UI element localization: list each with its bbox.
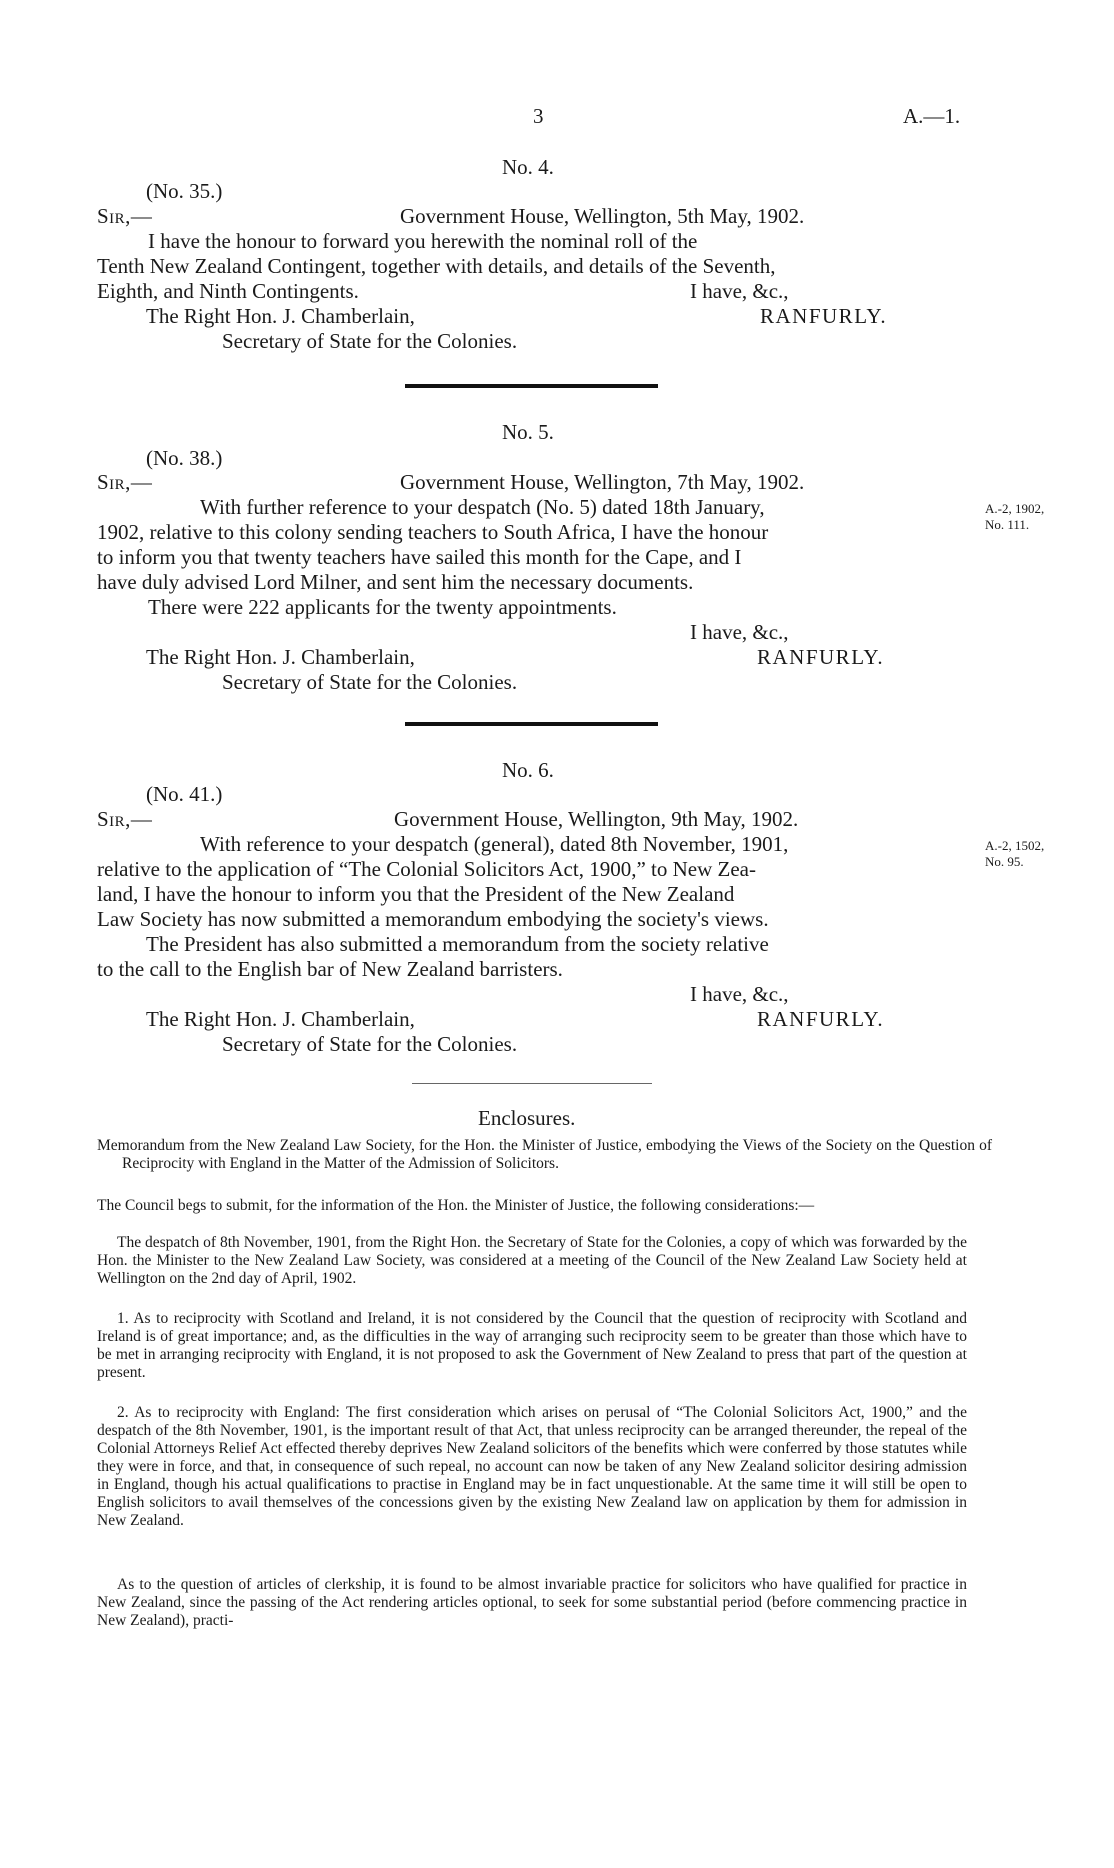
body-line: land, I have the honour to inform you that the President of the New Zealand	[97, 882, 735, 906]
addressee: The Right Hon. J. Chamberlain,	[146, 1007, 415, 1031]
body-line: to inform you that twenty teachers have sailed this month for the Cape, and I	[97, 545, 742, 569]
body-line: 1902, relative to this colony sending teachers to South Africa, I have the honour	[97, 520, 769, 544]
enclosure-paragraph: As to the question of articles of clerkship, it is found to be almost invariable practice for solicitors who have qualified for practice in New Zealand, since the passing of the Act rendering articles optional, to seek for some substantial period (before commencing practice in New Zealand), practi-	[97, 1576, 967, 1629]
enclosure-paragraph: The Council begs to submit, for the information of the Hon. the Minister of Justice, the following considerations:—	[97, 1197, 815, 1214]
section-divider	[412, 1083, 652, 1084]
signature: RANFURLY.	[760, 304, 888, 328]
body-line: The President has also submitted a memorandum from the society relative	[146, 932, 769, 956]
dispatch-number: (No. 38.)	[146, 446, 223, 470]
dispatch-number: (No. 41.)	[146, 782, 223, 806]
dispatch-number: (No. 35.)	[146, 179, 223, 203]
enclosure-paragraph: 1. As to reciprocity with Scotland and Ireland, it is not considered by the Council that the question of reciprocity with Scotland and Ireland is of great importance; and, as the difficulties in the way of arranging such reciprocity seem to be greater than those which have to be met in arranging reciprocity with England, it is not proposed to ask the Government of New Zealand to press that part of the question at present.	[97, 1310, 967, 1381]
body-line: There were 222 applicants for the twenty appointments.	[148, 595, 617, 619]
enclosures-heading: Enclosures.	[478, 1106, 576, 1130]
body-line: With further reference to your despatch (No. 5) dated 18th January,	[200, 495, 765, 519]
salutation: Sir,—	[97, 204, 153, 228]
memo-title-text: Memorandum from the New Zealand Law Society, for the Hon. the Minister of Justice, embodying the Views of the Society on the Question of Reciprocity with England in the Matter of the Admission of Solicitors.	[97, 1137, 992, 1172]
place-date: Government House, Wellington, 5th May, 1902.	[400, 204, 805, 228]
body-line: With reference to your despatch (general), dated 8th November, 1901,	[200, 832, 789, 856]
addressee-title: Secretary of State for the Colonies.	[222, 670, 518, 694]
place-date: Government House, Wellington, 9th May, 1902.	[394, 807, 799, 831]
signature: RANFURLY.	[757, 645, 885, 669]
enclosure-paragraph: 2. As to reciprocity with England: The first consideration which arises on perusal of “The Colonial Solicitors Act, 1900,” and the despatch of the 8th November, 1901, is the important result of that Act, that unless reciprocity can be arranged thereunder, the repeal of the Colonial Attorneys Relief Act effected thereby deprives New Zealand solicitors of the benefits which were conferred by those statutes while they were in force, and that, in consequence of such repeal, no account can now be taken of any New Zealand solicitor desiring admission in England, though his actual qualifications to practise in England may be in fact unquestionable. At the same time it will still be open to English solicitors to avail themselves of the concessions given by the existing New Zealand law on application by them for admission in New Zealand.	[97, 1404, 967, 1529]
section-divider	[405, 384, 658, 388]
page-reference: A.—1.	[903, 104, 961, 128]
margin-note: A.-2, 1502,	[985, 838, 1045, 853]
closing: I have, &c.,	[690, 279, 789, 303]
closing: I have, &c.,	[690, 620, 789, 644]
section-divider	[405, 722, 658, 726]
addressee: The Right Hon. J. Chamberlain,	[146, 304, 415, 328]
page-number: 3	[533, 104, 544, 128]
dispatch-heading: No. 5.	[502, 420, 554, 444]
body-line: to the call to the English bar of New Zealand barristers.	[97, 957, 563, 981]
body-line: I have the honour to forward you herewith the nominal roll of the	[148, 229, 698, 253]
addressee-title: Secretary of State for the Colonies.	[222, 1032, 518, 1056]
salutation: Sir,—	[97, 470, 153, 494]
margin-note: No. 111.	[985, 517, 1030, 532]
dispatch-heading: No. 4.	[502, 155, 554, 179]
addressee-title: Secretary of State for the Colonies.	[222, 329, 518, 353]
salutation: Sir,—	[97, 807, 153, 831]
margin-note: A.-2, 1902,	[985, 501, 1045, 516]
body-line: Eighth, and Ninth Contingents.	[97, 279, 359, 303]
place-date: Government House, Wellington, 7th May, 1902.	[400, 470, 805, 494]
dispatch-heading: No. 6.	[502, 758, 554, 782]
memo-title	[97, 1137, 992, 1173]
signature: RANFURLY.	[757, 1007, 885, 1031]
closing: I have, &c.,	[690, 982, 789, 1006]
body-line: have duly advised Lord Milner, and sent him the necessary documents.	[97, 570, 694, 594]
addressee: The Right Hon. J. Chamberlain,	[146, 645, 415, 669]
body-line: Tenth New Zealand Contingent, together with details, and details of the Seventh,	[97, 254, 776, 278]
margin-note: No. 95.	[985, 854, 1024, 869]
enclosure-paragraph: The despatch of 8th November, 1901, from the Right Hon. the Secretary of State for the Colonies, a copy of which was forwarded by the Hon. the Minister to the New Zealand Law Society, was considered at a meeting of the Council of the New Zealand Law Society held at Wellington on the 2nd day of April, 1902.	[97, 1234, 967, 1287]
body-line: Law Society has now submitted a memorandum embodying the society's views.	[97, 907, 769, 931]
body-line: relative to the application of “The Colonial Solicitors Act, 1900,” to New Zea-	[97, 857, 756, 881]
